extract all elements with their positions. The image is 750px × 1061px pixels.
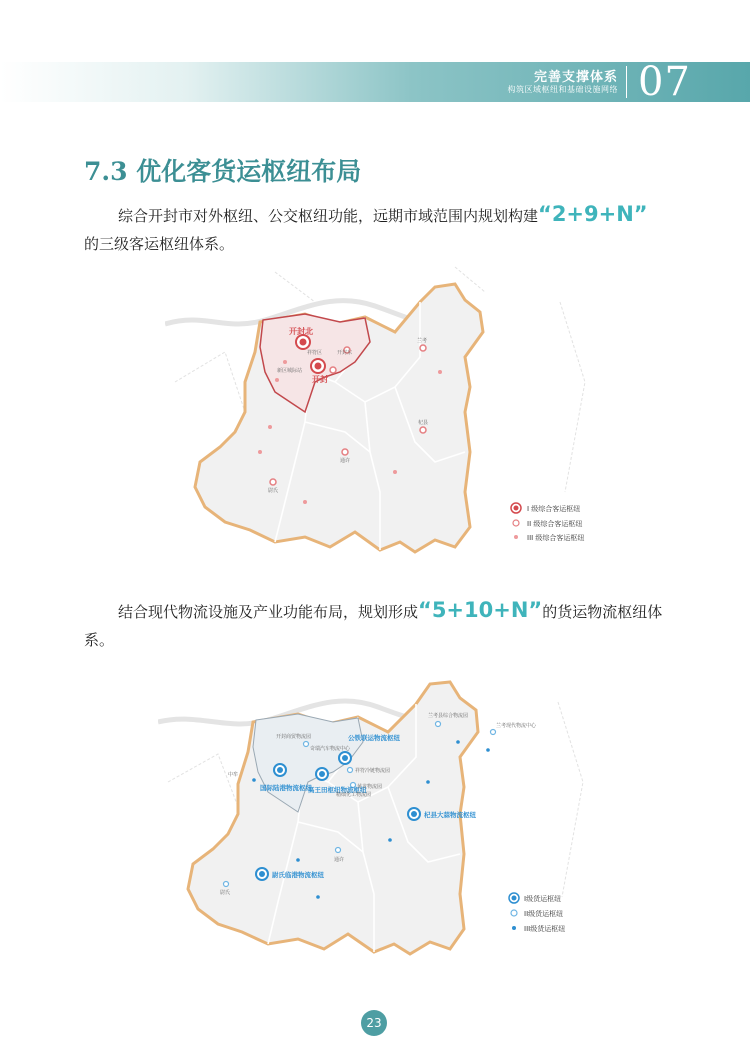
- chapter-number: 07: [638, 59, 691, 105]
- freight-legend-level2-label: II级货运枢纽: [524, 910, 564, 918]
- label-zhongmou: 中牟: [228, 772, 239, 778]
- label-huanglong: 黄龙物流园: [357, 784, 383, 790]
- page-number: 23: [361, 1010, 387, 1036]
- label-auto-center: 奇瑞汽车物流中心: [310, 746, 351, 752]
- legend-level1-dot: [514, 506, 519, 511]
- label-qixian-hub: 杞县大蒜物流枢纽: [424, 811, 476, 819]
- freight-level3-1: [456, 740, 460, 744]
- label-lankao: 兰考: [417, 338, 428, 344]
- freight-level3-2: [486, 748, 490, 752]
- freight-level2-cold: [348, 768, 353, 773]
- freight-hub-map: [158, 662, 592, 967]
- freight-level3-5: [252, 778, 256, 782]
- label-lankao-center: 兰考现代物流中心: [496, 723, 537, 729]
- label-gongtie: 公铁联运物流枢纽: [348, 734, 400, 742]
- hub-weishi: [270, 479, 276, 485]
- hub-level3-6: [438, 370, 442, 374]
- legend-level3-label: III 级综合客运枢纽: [527, 534, 585, 542]
- hub-qixian: [420, 427, 426, 433]
- label-weishi: 尉氏: [268, 488, 279, 494]
- freight-level3-3: [426, 780, 430, 784]
- freight-legend-level3-label: III级货运枢纽: [524, 925, 566, 933]
- legend-level2-marker: [513, 520, 519, 526]
- hub-level3-3: [268, 425, 272, 429]
- freight-level3-4: [388, 838, 392, 842]
- paragraph-freight-text: 结合现代物流设施及产业功能布局，规划形成: [118, 603, 419, 621]
- label-guoji: 国际陆港物流枢纽: [260, 784, 312, 792]
- freight-level2-trade: [304, 742, 309, 747]
- label-weishi-hub: 尉氏临港物流枢纽: [272, 871, 324, 879]
- freight-level3-6: [316, 895, 320, 899]
- label-lankao-park: 兰考县综合物流园: [428, 713, 469, 719]
- hub-level3-5: [393, 470, 397, 474]
- paragraph-freight-tail: 的货运物流枢纽体系。: [84, 603, 663, 649]
- freight-hub-huanggong: [319, 771, 325, 777]
- hub-level3-2: [275, 378, 279, 382]
- label-xiangfu: 祥符区: [307, 350, 323, 356]
- freight-legend-level1-label: I级货运枢纽: [524, 895, 562, 903]
- label-tongxu-freight: 通许: [334, 857, 345, 863]
- hub-level2-a: [330, 367, 336, 373]
- paragraph-freight: [84, 596, 674, 654]
- label-kaifeng-trade: 开封商贸物流园: [276, 734, 312, 740]
- freight-level2-weishi: [224, 882, 229, 887]
- freight-level2-lankao-center: [491, 730, 496, 735]
- hub-kaifeng: [315, 363, 322, 370]
- passenger-hub-map: [165, 262, 595, 562]
- hub-lankao: [420, 345, 426, 351]
- passenger-system-highlight: “2+9+N”: [538, 202, 648, 226]
- hub-tongxu: [342, 449, 348, 455]
- paragraph-passenger-text: 综合开封市对外枢纽、公交枢纽功能，远期市域范围内规划构建: [118, 207, 539, 225]
- paragraph-passenger-tail: 的三级客运枢纽体系。: [84, 235, 235, 253]
- paragraph-passenger: [84, 200, 674, 258]
- freight-legend-level2-marker: [511, 910, 517, 916]
- freight-hub-qixian: [411, 811, 417, 817]
- chapter-subtitle: 构筑区域枢纽和基础设施网络: [507, 85, 618, 94]
- label-petrochem: 精细化工物流园: [336, 792, 372, 798]
- banner-divider: [626, 66, 627, 98]
- hub-level3-4: [303, 500, 307, 504]
- label-xinqu-city: 新区城际站: [277, 368, 303, 374]
- hub-kaifeng-north: [300, 339, 307, 346]
- chapter-title: 完善支撑体系: [533, 70, 618, 85]
- legend-level2-label: II 级综合客运枢纽: [527, 520, 583, 528]
- label-cold-chain: 祥符冷链物流园: [355, 768, 391, 774]
- legend-level3-marker: [514, 535, 518, 539]
- freight-level2-tongxu: [336, 848, 341, 853]
- label-weishi-town: 尉氏: [220, 890, 231, 896]
- freight-system-highlight: “5+10+N”: [418, 598, 543, 622]
- freight-legend-level1-dot: [512, 896, 517, 901]
- label-east-small: 开封东: [337, 350, 353, 356]
- freight-level2-lankao: [436, 722, 441, 727]
- label-tongxu: 通许: [340, 458, 351, 464]
- label-huanggong: 高王田枢纽物流枢纽: [308, 786, 367, 794]
- freight-hub-weishi: [259, 871, 265, 877]
- section-title: 7.3 优化客货运枢纽布局: [84, 157, 362, 186]
- freight-legend-level3-marker: [512, 926, 516, 930]
- legend-level1-label: I 级综合客运枢纽: [527, 505, 581, 513]
- hub-level3-1: [283, 360, 287, 364]
- freight-hub-gongtie: [342, 755, 348, 761]
- freight-hub-guoji: [277, 767, 283, 773]
- label-kaifeng-north: 开封北: [289, 327, 313, 336]
- label-kaifeng: 开封: [312, 375, 328, 384]
- label-qixian: 杞县: [418, 420, 429, 426]
- freight-level3-7: [296, 858, 300, 862]
- hub-level3-7: [258, 450, 262, 454]
